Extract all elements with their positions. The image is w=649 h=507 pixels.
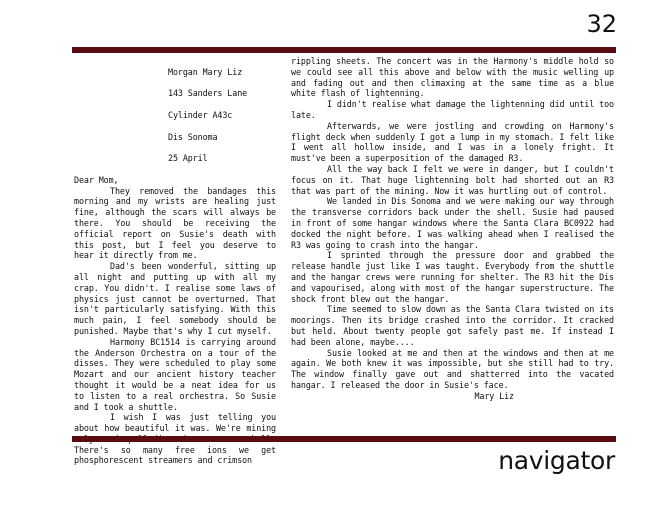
letter-address (168, 56, 276, 175)
letter-paragraph: We landed in Dis Sonoma and we were making our way through the transverse corridors back under the shell. Susie had paused in front of some hangar windows where the Santa Clara BC0922 had docked the night before. I was walking ahead when I realised the R3 was going to crash into the hangar. (291, 196, 614, 250)
letter-paragraph: Afterwards, we were jostling and crowding on Harmony's flight deck when suddenly I got a lump in my stomach. I felt like I went all hollow inside, and I was in a lonely fright. It must've been a superposition of the damaged R3. (291, 120, 614, 164)
address-line: Dis Sonoma (168, 131, 218, 142)
letter-paragraph: Harmony BC1514 is carrying around the Anderson Orchestra on a tour of the disses. They were scheduled to play some Mozart and our ancient history teacher thought it would be a neat idea for us to listen to a real orchestra. So Susie and I took a shuttle. (74, 336, 276, 412)
letter-paragraph: They removed the bandages this morning and my wrists are healing just fine, although the scars will always be there. You should be receiving the official report on Susie's death with this post, but I feel you deserve to hear it directly from me. (74, 185, 276, 261)
letter-paragraph: I wish I was just telling you about how beautiful it was. We're mining There's so many free ions we get phosphorescent streamers and crimson (74, 412, 276, 466)
address-line: 25 April (168, 153, 208, 164)
letter-right-column (291, 56, 614, 402)
letter-paragraph: Dad's been wonderful, sitting up all night and putting up with all my crap. You didn't. I realise some laws of physics just cannot be overturned. That isn't particularly satisfying. With this much pain, I feel somebody should be punished. Maybe that's why I cut myself. (74, 261, 276, 336)
letter-paragraph: I didn't realise what damage the lightenning did until too late. (291, 99, 614, 120)
address-line: 143 Sanders Lane (168, 88, 248, 99)
letter-paragraph: All the way back I felt we were in danger, but I couldn't focus on it. That huge lightenning bolt had shorted out an R3 that was part of the mining. Now it was hurtling out of control. (291, 163, 614, 196)
bottom-rule (72, 436, 616, 442)
address-line: Morgan Mary Liz (168, 66, 243, 77)
address-line: Cylinder A43c (168, 109, 233, 120)
letter-paragraph: I sprinted through the pressure door and grabbed the release handle just like I was taught. Everybody from the shuttle and the hangar crews were running for shelter. The R3 hit the Dis and vapourised, along with most of the hangar superstructure. The shock front blew out the hangar. (291, 250, 614, 304)
top-rule (72, 47, 616, 53)
letter-paragraph: rippling sheets. The concert was in the Harmony's middle hold so we could see all this above and below with the music welling up and fading out and then climaxing at the same time as a blue white flash of lightenning. (291, 56, 614, 99)
letter-paragraph: Time seemed to slow down as the Santa Clara twisted on its moorings. Then its bridge crashed into the corridor. It cracked but held. About twenty people got safely past me. If instead I had been alone, maybe.... (291, 304, 614, 347)
letter-left-column (74, 56, 276, 466)
navigator-logo: navigator (498, 446, 615, 475)
letter-signoff: Mary Liz (474, 390, 514, 401)
letter-salutation: Dear Mom, (74, 174, 119, 185)
page-number: 32 (586, 10, 617, 38)
letter-paragraph: Susie looked at me and then at the windows and then at me again. We both knew it was impossible, but she still had to try. The window finally gave out and shatterred into the vacated hangar. I released the door in Susie's face. (291, 347, 614, 390)
